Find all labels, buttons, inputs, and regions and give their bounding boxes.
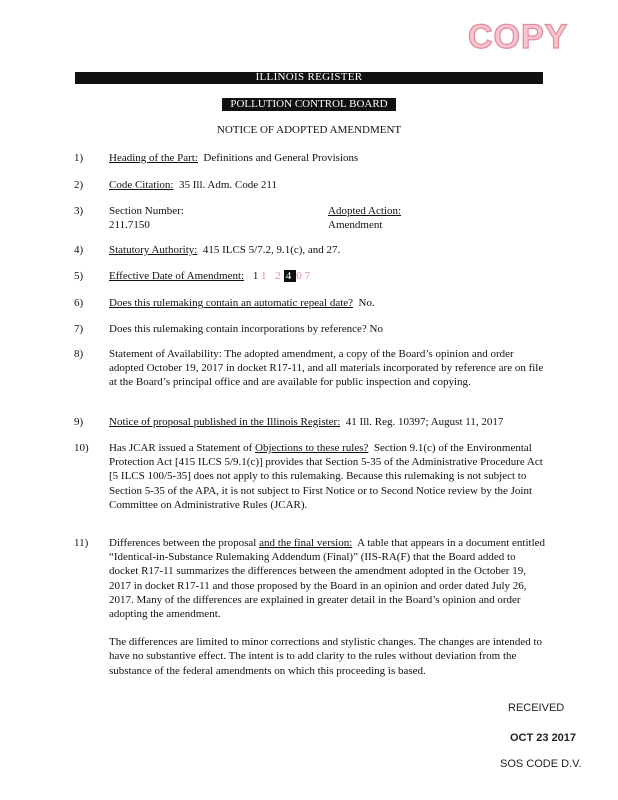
board-title: POLLUTION CONTROL BOARD bbox=[222, 98, 396, 111]
notice-title: NOTICE OF ADOPTED AMENDMENT bbox=[216, 124, 402, 136]
item-text: 41 Ill. Reg. 10397; August 11, 2017 bbox=[345, 416, 504, 428]
item-8 bbox=[74, 347, 554, 405]
item-9 bbox=[74, 415, 574, 429]
section-number-label: Section Number: bbox=[109, 205, 184, 217]
item-text: Definitions and General Provisions bbox=[203, 152, 359, 164]
item-number: 8) bbox=[74, 348, 84, 360]
item-label: Heading of the Part: bbox=[109, 152, 198, 164]
item-number: 1) bbox=[74, 152, 84, 164]
item-label: Does this rulemaking contain an automatic repeal date? bbox=[109, 297, 354, 309]
section-number-value: 211.7150 bbox=[109, 219, 150, 232]
item-10 bbox=[74, 441, 554, 527]
item-number: 10) bbox=[74, 442, 89, 454]
item-label: Notice of proposal published in the Illinois Register: bbox=[109, 416, 341, 428]
item-3 bbox=[74, 204, 554, 234]
item-text-b: Section 9.1(c) of the Environmental Protection Act [415 ILCS 5/9.1(c)] provides that Section 5-35 of the Administrative Procedure Act [5 ILCS 100/5-35] does not apply to this rulemaking. Because this rulemaking is not subject to Section 5-35 of the APA, it is not subject to First Notice or to Second Notice review by the Joint Committee on Administrative Rules (JCAR). bbox=[109, 442, 543, 511]
item-label: Code Citation: bbox=[109, 179, 174, 191]
item-number: 9) bbox=[74, 416, 84, 428]
item-number: 5) bbox=[74, 270, 84, 282]
item-text: Does this rulemaking contain incorporations by reference? No bbox=[109, 323, 383, 335]
item-1 bbox=[74, 151, 554, 165]
received-date-stamp: OCT 23 2017 bbox=[510, 732, 577, 744]
item-label: Objections to these rules? bbox=[255, 442, 369, 454]
item-number: 4) bbox=[74, 244, 84, 256]
item-2 bbox=[74, 178, 554, 192]
item-11 bbox=[74, 536, 554, 686]
copy-stamp: COPY bbox=[468, 18, 569, 56]
effective-date-stamp: 11 2 4 07 bbox=[252, 270, 314, 282]
item-number: 2) bbox=[74, 179, 84, 191]
item-paragraph-2: The differences are limited to minor corrections and stylistic changes. The changes are intended to have no substantive effect. The intent is to add clarity to the rules without deviation from the substance of the federal amendments on which this proceeding is based. bbox=[109, 636, 543, 677]
item-4 bbox=[74, 243, 554, 257]
register-title: ILLINOIS REGISTER bbox=[255, 71, 363, 83]
adopted-action-value: Amendment bbox=[328, 219, 383, 232]
item-number: 6) bbox=[74, 297, 84, 309]
item-number: 3) bbox=[74, 205, 84, 217]
item-5 bbox=[74, 269, 554, 283]
item-text-a: Differences between the proposal bbox=[109, 537, 260, 549]
item-label: Effective Date of Amendment: bbox=[109, 270, 245, 282]
received-stamp: RECEIVED bbox=[508, 702, 565, 714]
item-text-a: Has JCAR issued a Statement of bbox=[109, 442, 256, 454]
sos-code-stamp: SOS CODE D.V. bbox=[500, 758, 582, 770]
item-text-b: A table that appears in a document entitled “Identical-in-Substance Rulemaking Addendum (Final)” (IIS-RA(F) that the Board added to docket R17-11 summarizes the differences between the amendment adopted in the October 19, 2017 in docket R17-11 and those proposed by the Board in an opinion and order dated July 26, 2017. Many of the differences are explained in greater detail in the Board’s opinion and order adopting the amendment. bbox=[109, 537, 546, 621]
item-text: 35 Ill. Adm. Code 211 bbox=[178, 179, 277, 191]
item-label: and the final version: bbox=[259, 537, 353, 549]
item-text: Statement of Availability: The adopted amendment, a copy of the Board’s opinion and order adopted October 19, 2017 in docket R17-11, and all materials incorporated by reference are on file at the Board’s principal office and are available for public inspection and copying. bbox=[109, 348, 544, 389]
item-number: 11) bbox=[74, 537, 89, 549]
item-label: Statutory Authority: bbox=[109, 244, 198, 256]
item-6 bbox=[74, 296, 554, 310]
item-text: No. bbox=[358, 297, 375, 309]
adopted-action-label: Adopted Action: bbox=[328, 205, 402, 217]
item-7 bbox=[74, 322, 554, 336]
item-number: 7) bbox=[74, 323, 84, 335]
item-text: 415 ILCS 5/7.2, 9.1(c), and 27. bbox=[202, 244, 341, 256]
